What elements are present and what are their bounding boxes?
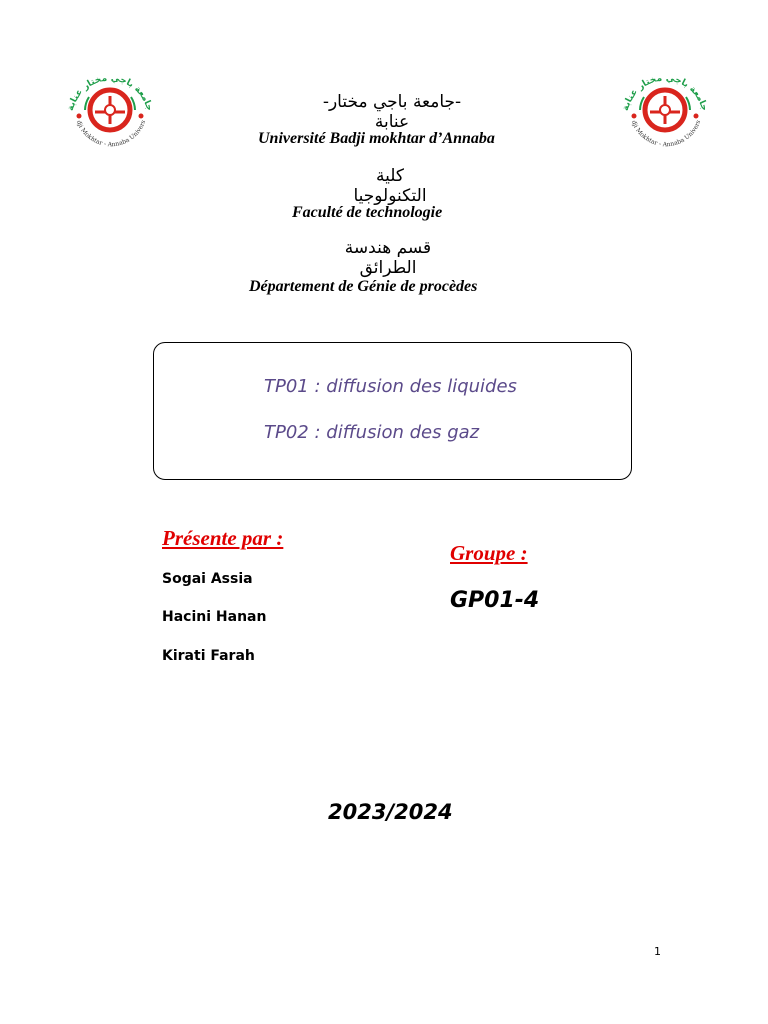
group-heading: Groupe : [450, 541, 528, 565]
university-name: Université Badji mokhtar d’Annaba [258, 130, 495, 147]
academic-year: 2023/2024 [328, 800, 453, 824]
university-logo-right [610, 52, 720, 162]
member-name: Sogai Assia [162, 571, 253, 587]
tp-title-box [153, 342, 632, 480]
faculty-name: Faculté de technologie [292, 204, 443, 221]
svg-text:جامعة باجي مختار عنابة: جامعة باجي مختار عنابة [620, 73, 710, 113]
page-number: 1 [654, 945, 661, 958]
member-name: Hacini Hanan [162, 609, 267, 625]
department-name: Département de Génie de procèdes [249, 278, 478, 295]
tp-item-2: TP02 : diffusion des gaz [264, 422, 480, 443]
svg-text:Badji Mokhtar - Annaba Univers: dji Mokhtar - Annaba Univers [629, 119, 703, 149]
svg-text:Badji Mokhtar - Annaba Univers: dji Mokhtar - Annaba Univers [74, 119, 148, 149]
university-logo-left [55, 52, 165, 162]
presented-by-heading: Présente par : [162, 526, 284, 550]
tp-item-1: TP01 : diffusion des liquides [264, 376, 517, 397]
svg-text:جامعة باجي مختار عنابة: جامعة باجي مختار عنابة [65, 73, 155, 113]
member-name: Kirati Farah [162, 648, 255, 664]
arabic-faculty-name: كلية التكنولوجيا [353, 166, 427, 206]
group-code: GP01-4 [450, 588, 540, 613]
arabic-department-name: قسم هندسة الطرائق [344, 238, 432, 278]
arabic-university-name: -جامعة باجي مختار-عنابة [322, 92, 462, 132]
